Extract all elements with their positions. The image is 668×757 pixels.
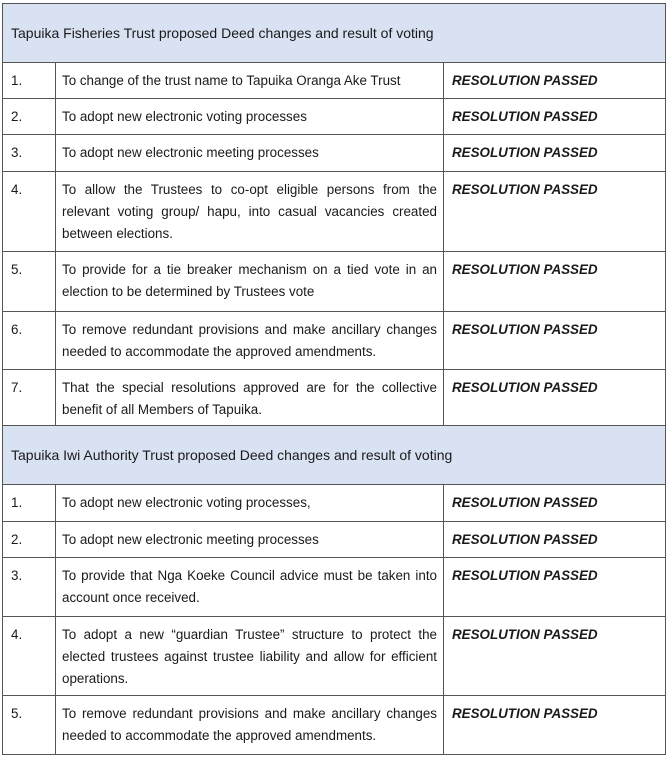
row-result: RESOLUTION PASSED bbox=[444, 172, 666, 252]
row-description: To remove redundant provisions and make ancillary changes needed to accommodate the approved amendments. bbox=[56, 696, 444, 755]
row-result: RESOLUTION PASSED bbox=[444, 617, 666, 696]
row-number: 4. bbox=[3, 617, 56, 696]
row-description: To provide for a tie breaker mechanism on a tied vote in an election to be determined by Trustees vote bbox=[56, 252, 444, 312]
row-result: RESOLUTION PASSED bbox=[444, 63, 666, 99]
row-number: 1. bbox=[3, 485, 56, 522]
table-row bbox=[3, 696, 666, 755]
row-description: To adopt new electronic meeting processes bbox=[56, 522, 444, 558]
row-result: RESOLUTION PASSED bbox=[444, 522, 666, 558]
table-row bbox=[3, 252, 666, 312]
row-description: To allow the Trustees to co-opt eligible persons from the relevant voting group/ hapu, into casual vacancies created between elections. bbox=[56, 172, 444, 252]
row-description: To adopt new electronic voting processes bbox=[56, 99, 444, 135]
row-result: RESOLUTION PASSED bbox=[444, 135, 666, 172]
row-number: 5. bbox=[3, 696, 56, 755]
row-description: To adopt new electronic meeting processes bbox=[56, 135, 444, 172]
row-description: To adopt a new “guardian Trustee” structure to protect the elected trustees against trustee liability and allow for efficient operations. bbox=[56, 617, 444, 696]
row-number: 7. bbox=[3, 370, 56, 426]
row-description: That the special resolutions approved are for the collective benefit of all Members of Tapuika. bbox=[56, 370, 444, 426]
row-description: To provide that Nga Koeke Council advice must be taken into account once received. bbox=[56, 558, 444, 617]
row-number: 3. bbox=[3, 135, 56, 172]
row-number: 2. bbox=[3, 99, 56, 135]
row-result: RESOLUTION PASSED bbox=[444, 485, 666, 522]
row-description: To change of the trust name to Tapuika Oranga Ake Trust bbox=[56, 63, 444, 99]
row-number: 6. bbox=[3, 312, 56, 370]
row-result: RESOLUTION PASSED bbox=[444, 696, 666, 755]
table-row bbox=[3, 172, 666, 252]
section-header-iwi-authority-trust bbox=[3, 426, 666, 485]
row-number: 5. bbox=[3, 252, 56, 312]
section-title: Tapuika Fisheries Trust proposed Deed changes and result of voting bbox=[3, 4, 666, 63]
table-row bbox=[3, 522, 666, 558]
row-description: To remove redundant provisions and make ancillary changes needed to accommodate the approved amendments. bbox=[56, 312, 444, 370]
row-number: 1. bbox=[3, 63, 56, 99]
table-row bbox=[3, 312, 666, 370]
table-row bbox=[3, 63, 666, 99]
row-number: 3. bbox=[3, 558, 56, 617]
section-header-fisheries-trust bbox=[3, 4, 666, 63]
row-number: 4. bbox=[3, 172, 56, 252]
row-result: RESOLUTION PASSED bbox=[444, 370, 666, 426]
table-row bbox=[3, 135, 666, 172]
table-row bbox=[3, 370, 666, 426]
section-title: Tapuika Iwi Authority Trust proposed Deed changes and result of voting bbox=[3, 426, 666, 485]
table-row bbox=[3, 485, 666, 522]
row-result: RESOLUTION PASSED bbox=[444, 558, 666, 617]
table-row bbox=[3, 558, 666, 617]
row-number: 2. bbox=[3, 522, 56, 558]
row-result: RESOLUTION PASSED bbox=[444, 252, 666, 312]
table-row bbox=[3, 99, 666, 135]
table-row bbox=[3, 617, 666, 696]
resolutions-document bbox=[2, 3, 665, 755]
row-result: RESOLUTION PASSED bbox=[444, 99, 666, 135]
row-result: RESOLUTION PASSED bbox=[444, 312, 666, 370]
resolutions-table bbox=[2, 3, 666, 755]
row-description: To adopt new electronic voting processes, bbox=[56, 485, 444, 522]
